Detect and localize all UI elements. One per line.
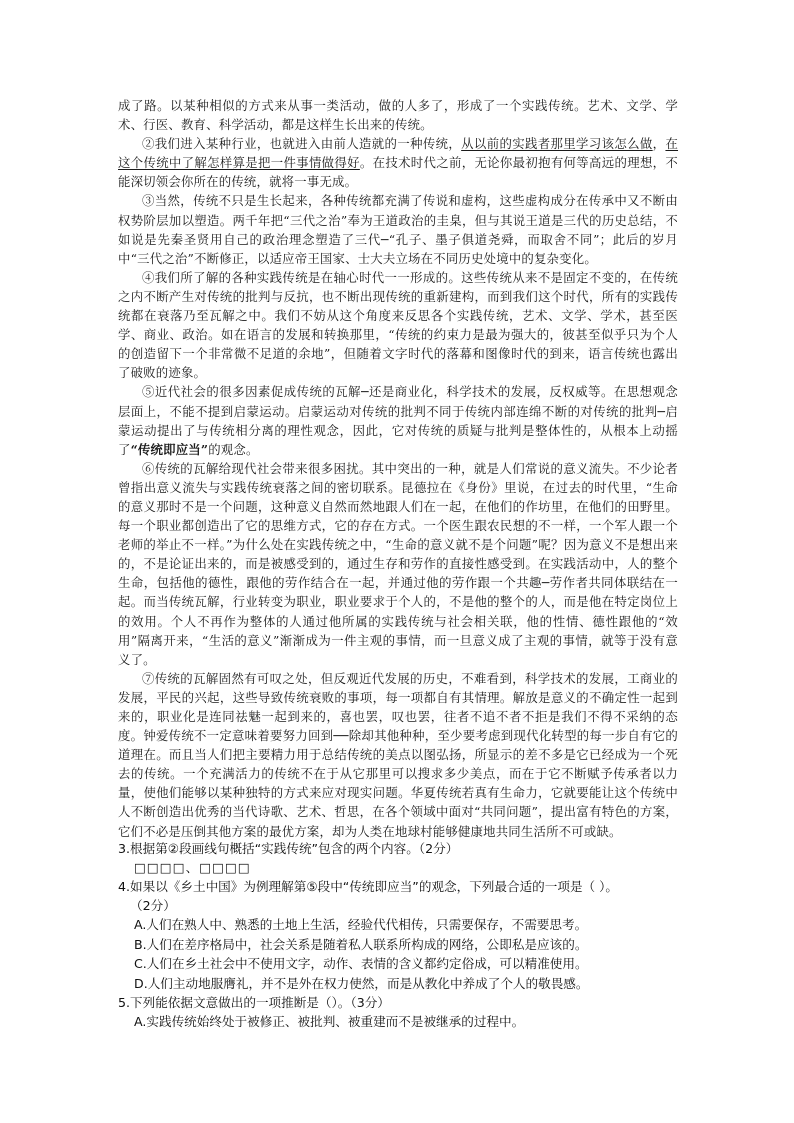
question-3-stem: 3.根据第②段画线句概括“实践传统”包含的两个内容。（2分） xyxy=(118,841,459,856)
paragraph-7: ⑦传统的瓦解固然有可叹之处，但反观近代发展的历史，不难看到，科学技术的发展，工商业的发展，平民的兴起，这些导致传统衰败的事项，每一项都自有其情理。解放是意义的不确定性一起到来的，职业化是连同祛魅一起到来的，喜也罢，叹也罢，往者不追不者不拒是我们不得不采纳的态度。钟爱传统不一定意味着要努力回到──除却其他种种，至少要考虑到现代化转型的每一步自有它的道理在。而且当人们把主要精力用于总结传统的美点以图弘扬，所显示的差不多是它已经成为一个死去的传统。一个充满活力的传统不在于从它那里可以搜求多少美点，而在于它不断赋予传承者以力量，使他们能够以某种独特的方式来应对现实问题。华夏传统若真有生命力，它就要能让这个传统中人不断创造出优秀的当代诗歌、艺术、哲思，在各个领域中面对“共同问题”，提出富有特色的方案，它们不必是压倒其他方案的最优方案，却为人类在地球村能够健康地共同生活所不可或缺。 xyxy=(118,670,678,839)
paragraph-3: ③当然，传统不只是生长起来，各种传统都充满了传说和虚构，这些虚构成分在传承中又不断由权势阶层加以塑造。两千年把“三代之治”奉为王道政治的圭臬，但与其说王道是三代的历史总结，不如说是先秦圣贤用自己的政治理念塑造了三代─“孔子、墨子俱道尧舜，而取舍不同”；此后的岁月中“三代之治”不断修正，以适应帝王国家、士大夫立场在不同历史处境中的复杂变化。 xyxy=(118,193,678,266)
bold-phrase: “传统即应当” xyxy=(130,441,209,457)
paragraph-2-intro: ②我们进入某种行业，也就进入由前人造就的一种传统， xyxy=(142,136,462,152)
question-4-option-a[interactable]: A.人们在熟人中、熟悉的土地上生活，经验代代相传，只需要保存，不需要思考。 xyxy=(134,917,588,932)
paragraph-1-continued: 成了路。以某种相似的方式来从事一类活动，做的人多了，形成了一个实践传统。艺术、文学、学术、行医、教育、科学活动，都是这样生长出来的传统。 xyxy=(118,98,678,133)
reading-passage xyxy=(118,96,678,841)
question-4-stem: 4.如果以《乡土中国》为例理解第⑤段中“传统即应当”的观念，下列最合适的一项是（ ）。 xyxy=(118,879,619,894)
paragraph-2-comma: ， xyxy=(652,136,666,152)
question-4-score: （2分） xyxy=(130,898,176,913)
question-3-answer-blank[interactable]: □□□□、□□□□ xyxy=(134,860,251,875)
question-5-option-a[interactable]: A.实践传统始终处于被修正、被批判、被重建而不是被继承的过程中。 xyxy=(134,1014,525,1029)
underlined-sentence-1: 从以前的实践者那里学习该怎么做 xyxy=(461,136,653,152)
question-5-stem: 5.下列能依据文意做出的一项推断是（）。（3分） xyxy=(118,995,390,1010)
paragraph-2-rest: 。在技术时代之前，无论你最初抱有何等高远的理想，不能深切领会你所在的传统，就将一事无成。 xyxy=(118,155,678,190)
paragraph-2 xyxy=(118,134,678,191)
question-4-option-c[interactable]: C.人们在乡土社会中不使用文字，动作、表情的含义都约定俗成，可以精准使用。 xyxy=(134,956,588,971)
underlined-sentence-2: 在这个传统中了解怎样算是把一件事情做得好 xyxy=(118,136,679,171)
questions-section xyxy=(118,839,708,1032)
paragraph-5-end: 的观念。 xyxy=(208,441,259,457)
paragraph-6: ⑥传统的瓦解给现代社会带来很多困扰。其中突出的一种，就是人们常说的意义流失。不少论者曾指出意义流失与实践传统衰落之间的密切联系。昆德拉在《身份》里说，在过去的时代里，“生命的意义那时不是一个问题，这种意义自然而然地跟人们在一起，在他们的作坊里，在他们的田野里。每一个职业都创造出了它的思维方式，它的存在方式。一个医生跟农民想的不一样，一个军人跟一个老师的举止不一样。”为什么处在实践传统之中，“生命的意义就不是个问题”呢？因为意义不是想出来的，不是论证出来的，而是被感受到的，通过生存和劳作的直接性感受到。在实践活动中，人的整个生命，包括他的德性，跟他的劳作结合在一起，并通过他的劳作跟一个共趣─劳作者共同体联结在一起。而当传统瓦解，行业转变为职业，职业要求于个人的，不是他的整个的人，而是他在特定岗位上的效用。个人不再作为整体的人通过他所属的实践传统与社会相关联，他的性情、德性跟他的“效用”隔离开来，“生活的意义”渐渐成为一件主观的事情，而一旦意义成了主观的事情，就等于没有意义了。 xyxy=(118,460,678,667)
paragraph-5 xyxy=(118,382,678,458)
paragraph-4: ④我们所了解的各种实践传统是在轴心时代一一形成的。这些传统从来不是固定不变的，在传统之内不断产生对传统的批判与反抗，也不断出现传统的重新建构，而到我们这个时代，所有的实践传统都在衰落乃至瓦解之中。我们不妨从这个角度来反思各个实践传统，艺术、文学、学术，甚至医学、商业、政治。如在语言的发展和转换那里，“传统的约束力是最为强大的，彼甚至似乎只为个人的创造留下一个非常微不足道的余地”，但随着文字时代的落幕和图像时代的到来，语言传统也露出了破败的迹象。 xyxy=(118,269,678,381)
question-4-option-d[interactable]: D.人们主动地服膺礼，并不是外在权力使然，而是从教化中养成了个人的敬畏感。 xyxy=(134,975,589,991)
paragraph-5-body: ⑤近代社会的很多因素促成传统的瓦解─还是商业化，科学技术的发展，反权威等。在思想观念层面上，不能不提到启蒙运动。启蒙运动对传统的批判不同于传统内部连绵不断的对传统的批判─启蒙运动提出了与传统相分离的理性观念，因此，它对传统的质疑与批判是整体性的，从根本上动摇了 xyxy=(118,384,678,457)
question-4-option-b[interactable]: B.人们在差序格局中，社会关系是随着私人联系所构成的网络，公即私是应该的。 xyxy=(134,936,588,952)
